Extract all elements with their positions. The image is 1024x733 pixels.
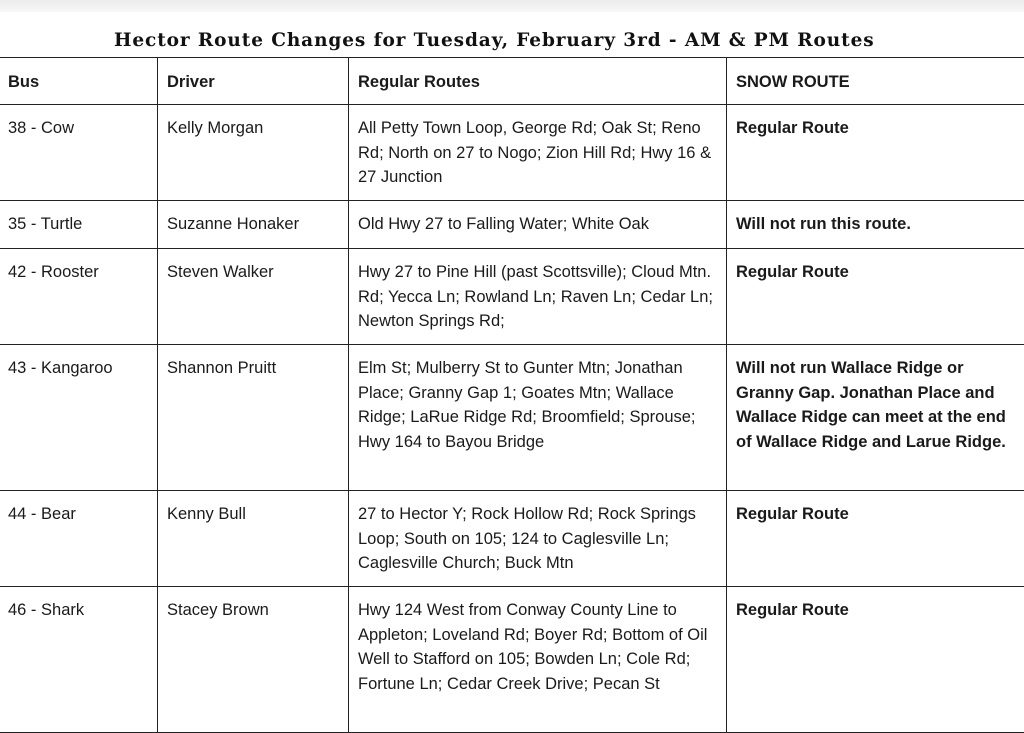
table-row <box>0 105 1024 201</box>
header-row <box>0 58 1024 105</box>
page-title: Hector Route Changes for Tuesday, February 3rd - AM & PM Routes <box>114 30 875 51</box>
snow-route-cell: Regular Route <box>727 105 1024 201</box>
bus-cell: 46 - Shark <box>0 587 158 733</box>
snow-route-cell: Will not run this route. <box>727 201 1024 249</box>
top-edge-bar <box>0 0 1024 12</box>
regular-route-cell: 27 to Hector Y; Rock Hollow Rd; Rock Springs Loop; South on 105; 124 to Caglesville Ln; Caglesville Church; Buck Mtn <box>349 491 727 587</box>
driver-cell: Stacey Brown <box>158 587 349 733</box>
driver-cell: Kelly Morgan <box>158 105 349 201</box>
regular-route-cell: Elm St; Mulberry St to Gunter Mtn; Jonathan Place; Granny Gap 1; Goates Mtn; Wallace Ridge; LaRue Ridge Rd; Broomfield; Sprouse; Hwy 164 to Bayou Bridge <box>349 345 727 491</box>
bus-cell: 38 - Cow <box>0 105 158 201</box>
bus-cell: 42 - Rooster <box>0 249 158 345</box>
table-row <box>0 249 1024 345</box>
regular-route-cell: All Petty Town Loop, George Rd; Oak St; Reno Rd; North on 27 to Nogo; Zion Hill Rd; Hwy 16 & 27 Junction <box>349 105 727 201</box>
route-changes-table <box>0 57 1024 733</box>
driver-cell: Steven Walker <box>158 249 349 345</box>
table-row <box>0 201 1024 249</box>
driver-cell: Kenny Bull <box>158 491 349 587</box>
regular-route-cell: Hwy 27 to Pine Hill (past Scottsville); Cloud Mtn. Rd; Yecca Ln; Rowland Ln; Raven Ln; Cedar Ln; Newton Springs Rd; <box>349 249 727 345</box>
header-driver: Driver <box>158 58 349 105</box>
snow-route-cell: Will not run Wallace Ridge or Granny Gap. Jonathan Place and Wallace Ridge can meet at the end of Wallace Ridge and Larue Ridge. <box>727 345 1024 491</box>
bus-cell: 35 - Turtle <box>0 201 158 249</box>
table-row <box>0 587 1024 733</box>
bus-cell: 43 - Kangaroo <box>0 345 158 491</box>
table-row <box>0 345 1024 491</box>
regular-route-cell: Hwy 124 West from Conway County Line to Appleton; Loveland Rd; Boyer Rd; Bottom of Oil Well to Stafford on 105; Bowden Ln; Cole Rd; Fortune Ln; Cedar Creek Drive; Pecan St <box>349 587 727 733</box>
header-bus: Bus <box>0 58 158 105</box>
driver-cell: Shannon Pruitt <box>158 345 349 491</box>
snow-route-cell: Regular Route <box>727 249 1024 345</box>
table-row <box>0 491 1024 587</box>
header-snow-route: SNOW ROUTE <box>727 58 1024 105</box>
driver-cell: Suzanne Honaker <box>158 201 349 249</box>
bus-cell: 44 - Bear <box>0 491 158 587</box>
snow-route-cell: Regular Route <box>727 587 1024 733</box>
regular-route-cell: Old Hwy 27 to Falling Water; White Oak <box>349 201 727 249</box>
snow-route-cell: Regular Route <box>727 491 1024 587</box>
header-regular-routes: Regular Routes <box>349 58 727 105</box>
